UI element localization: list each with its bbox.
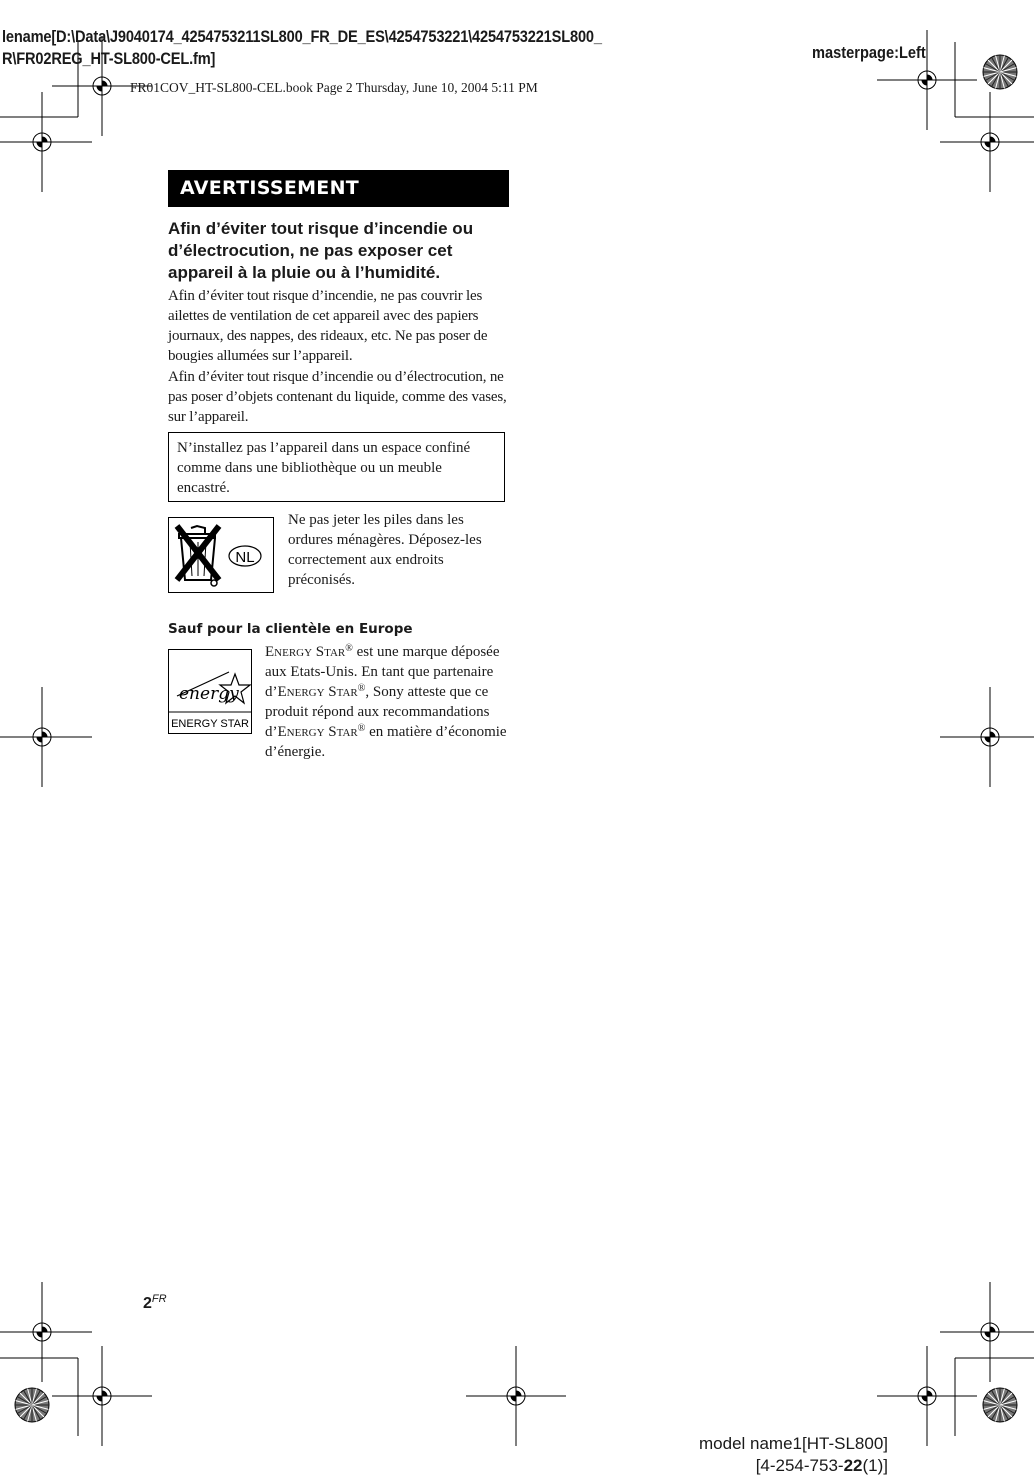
- energy-brand: Energy Star: [277, 684, 358, 700]
- energy-text-2: , Sony atteste que ce produit répond aux recommandations d’: [265, 684, 490, 740]
- installation-note: N’installez pas l’appareil dans un espace confiné comme dans une bibliothèque ou un meuble encastré.: [177, 440, 471, 496]
- paragraph-liquid: Afin d’éviter tout risque d’incendie ou d’électrocution, ne pas poser d’objets contenant du liquide, comme des vases, sur l’appareil.: [168, 369, 507, 425]
- filename-header: [2, 26, 602, 70]
- registration-mark: [940, 1282, 1034, 1382]
- page-number-value: 2: [143, 1295, 152, 1312]
- energy-brand: Energy Star: [277, 724, 358, 740]
- color-wheel-mark: [15, 1388, 49, 1422]
- reg-mark: ®: [345, 643, 353, 654]
- filename-line-2: R\FR02REG_HT-SL800-CEL.fm]: [2, 49, 216, 68]
- warning-banner: AVERTISSEMENT: [168, 170, 509, 207]
- installation-note-box: [168, 432, 505, 502]
- registration-mark: [52, 1346, 152, 1446]
- registration-mark: [940, 687, 1034, 787]
- crossed-bin-icon: [169, 518, 273, 592]
- model-info: [600, 1433, 888, 1477]
- battery-disposal-icon-frame: [168, 517, 274, 593]
- reg-mark: ®: [357, 683, 366, 694]
- energy-section-heading: Sauf pour la clientèle en Europe: [168, 621, 413, 637]
- energy-star-caption: ENERGY STAR: [171, 718, 249, 730]
- registration-mark: [466, 1346, 566, 1446]
- paragraph-ventilation: Afin d’éviter tout risque d’incendie, ne pas couvrir les ailettes de ventilation de cet appareil avec des papiers journaux, des nappes, des rideaux, etc. Ne pas poser de bougies allumées sur l’appareil.: [168, 288, 488, 364]
- warning-lead: Afin d’éviter tout risque d’incendie ou d’électrocution, ne pas exposer cet appareil à la pluie ou à l’humidité.: [168, 219, 474, 282]
- registration-mark: [877, 1346, 977, 1446]
- energy-script: energy: [179, 684, 239, 704]
- energy-star-text: [265, 642, 510, 762]
- book-info: FR01COV_HT-SL800-CEL.book Page 2 Thursday, June 10, 2004 5:11 PM: [130, 80, 538, 95]
- reg-mark: ®: [357, 723, 366, 734]
- model-line-2: [600, 1455, 888, 1477]
- model-suffix: (1)]: [862, 1456, 888, 1475]
- filename-line-1: lename[D:\Data\J9040174_4254753211SL800_FR_DE_ES\4254753221\4254753221SL800_: [2, 27, 602, 46]
- masterpage-label: masterpage:Left: [812, 43, 926, 62]
- color-wheel-mark: [983, 1388, 1017, 1422]
- page-number: [143, 1293, 167, 1313]
- nl-label: NL: [235, 549, 255, 566]
- model-line-1: model name1[HT-SL800]: [699, 1434, 888, 1453]
- model-prefix: [4-254-753-: [755, 1456, 844, 1475]
- battery-disposal-text: Ne pas jeter les piles dans les ordures ménagères. Déposez-les correctement aux endroits préconisés.: [288, 512, 482, 588]
- energy-star-logo: [168, 649, 252, 734]
- color-wheel-mark: [983, 55, 1017, 89]
- energy-brand: Energy Star: [265, 644, 346, 660]
- energy-text-3: en matière d’économie d’énergie.: [265, 724, 507, 760]
- registration-mark: [940, 92, 1034, 192]
- model-bold: 22: [843, 1456, 863, 1475]
- page-number-suffix: FR: [151, 1293, 167, 1305]
- registration-mark: [0, 687, 92, 787]
- energy-text-1: est une marque déposée aux Etats-Unis. En tant que partenaire d’: [265, 644, 500, 700]
